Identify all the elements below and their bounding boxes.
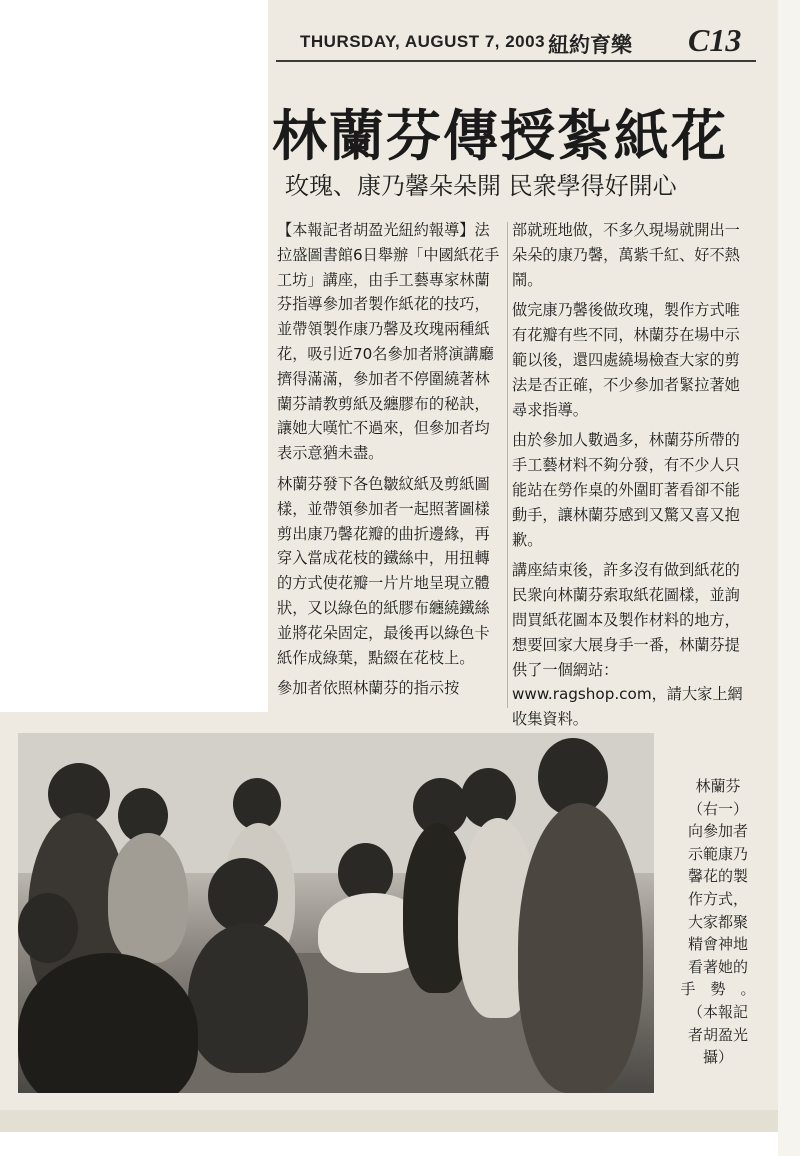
caption-line: 作方式， — [687, 889, 748, 908]
section-name: 紐約育樂 — [548, 33, 632, 57]
caption-line: 馨花的製 — [687, 867, 748, 886]
header-rule — [276, 60, 756, 62]
article-paragraph: 林蘭芬發下各色皺紋紙及剪紙圖樣，並帶領參加者一起照著圖樣剪出康乃馨花瓣的曲折邊緣，再穿入當成花枝的鐵絲中，用扭轉的方式使花瓣一片片地呈現立體狀，又以綠色的紙膠布纏繞鐵絲並將花朵固定，最後再以綠色卡紙作成綠葉，點綴在花枝上。 — [277, 474, 490, 667]
photo-caption — [672, 775, 764, 1069]
caption-line: （本報記 — [687, 1002, 748, 1021]
caption-line: 大家都聚 — [687, 912, 748, 931]
caption-line: （右一） — [687, 799, 748, 818]
article-left-column — [277, 218, 503, 707]
photo-figure — [518, 803, 643, 1093]
page-number: C13 — [688, 22, 742, 58]
caption-line: 者胡盈光 — [687, 1025, 748, 1044]
article-paragraph: 由於參加人數過多，林蘭芬所帶的手工藝材料不夠分發，有不少人只能站在勞作桌的外圍盯著看卻不能動手，讓林蘭芬感到又驚又喜又抱歉。 — [512, 431, 740, 549]
article-right-column — [512, 218, 752, 738]
caption-line: 手 勢 。 — [680, 980, 756, 999]
article-headline: 林蘭芬傳授紮紙花 — [272, 103, 729, 168]
caption-line: 看著她的 — [687, 957, 748, 976]
caption-line: 精會神地 — [687, 935, 748, 954]
article-paragraph: 做完康乃馨後做玫瑰，製作方式唯有花瓣有些不同，林蘭芬在場中示範以後，還四處繞場檢查大家的剪法是否正確，不少參加者緊拉著她尋求指導。 — [512, 301, 740, 419]
workshop-photo — [18, 733, 654, 1093]
photo-figure — [461, 768, 516, 828]
caption-line: 攝） — [702, 1048, 733, 1067]
caption-line: 林蘭芬 — [695, 777, 741, 795]
photo-figure — [18, 893, 78, 963]
issue-date: THURSDAY, AUGUST 7, 2003 — [300, 32, 546, 51]
caption-line: 示範康乃 — [687, 844, 748, 863]
photo-figure — [208, 858, 278, 933]
caption-line: 向參加者 — [687, 822, 748, 841]
page-edge — [778, 0, 800, 1156]
article-paragraph: 講座結束後，許多沒有做到紙花的民衆向林蘭芬索取紙花圖樣，並詢問買紙花圖本及製作材料的地方，想要回家大展身手一番，林蘭芬提供了一個網站：www.ragshop.com，請大家上網收集資料。 — [512, 561, 743, 729]
article-paragraph: 【本報記者胡盈光紐約報導】法拉盛圖書館6日舉辦「中國紙花手工坊」講座，由手工藝專家林蘭芬指導參加者製作紙花的技巧，並帶領製作康乃馨及玫瑰兩種紙花，吸引近70名參加者將演講廳擠得滿滿，參加者不停圍繞著林蘭芬請教剪紙及纏膠布的秘訣，讓她大嘆忙不過來，但參加者均表示意猶未盡。 — [277, 221, 500, 463]
article-subheadline: 玫瑰、康乃馨朵朵開 民衆學得好開心 — [285, 172, 677, 200]
column-divider — [507, 222, 508, 708]
photo-figure — [108, 833, 188, 963]
photo-figure — [188, 923, 308, 1073]
article-paragraph: 參加者依照林蘭芬的指示按 — [277, 679, 460, 698]
clipping-bottom-edge — [0, 1110, 778, 1132]
article-paragraph: 部就班地做，不多久現場就開出一朵朵的康乃馨，萬紫千紅、好不熱鬧。 — [512, 221, 740, 289]
